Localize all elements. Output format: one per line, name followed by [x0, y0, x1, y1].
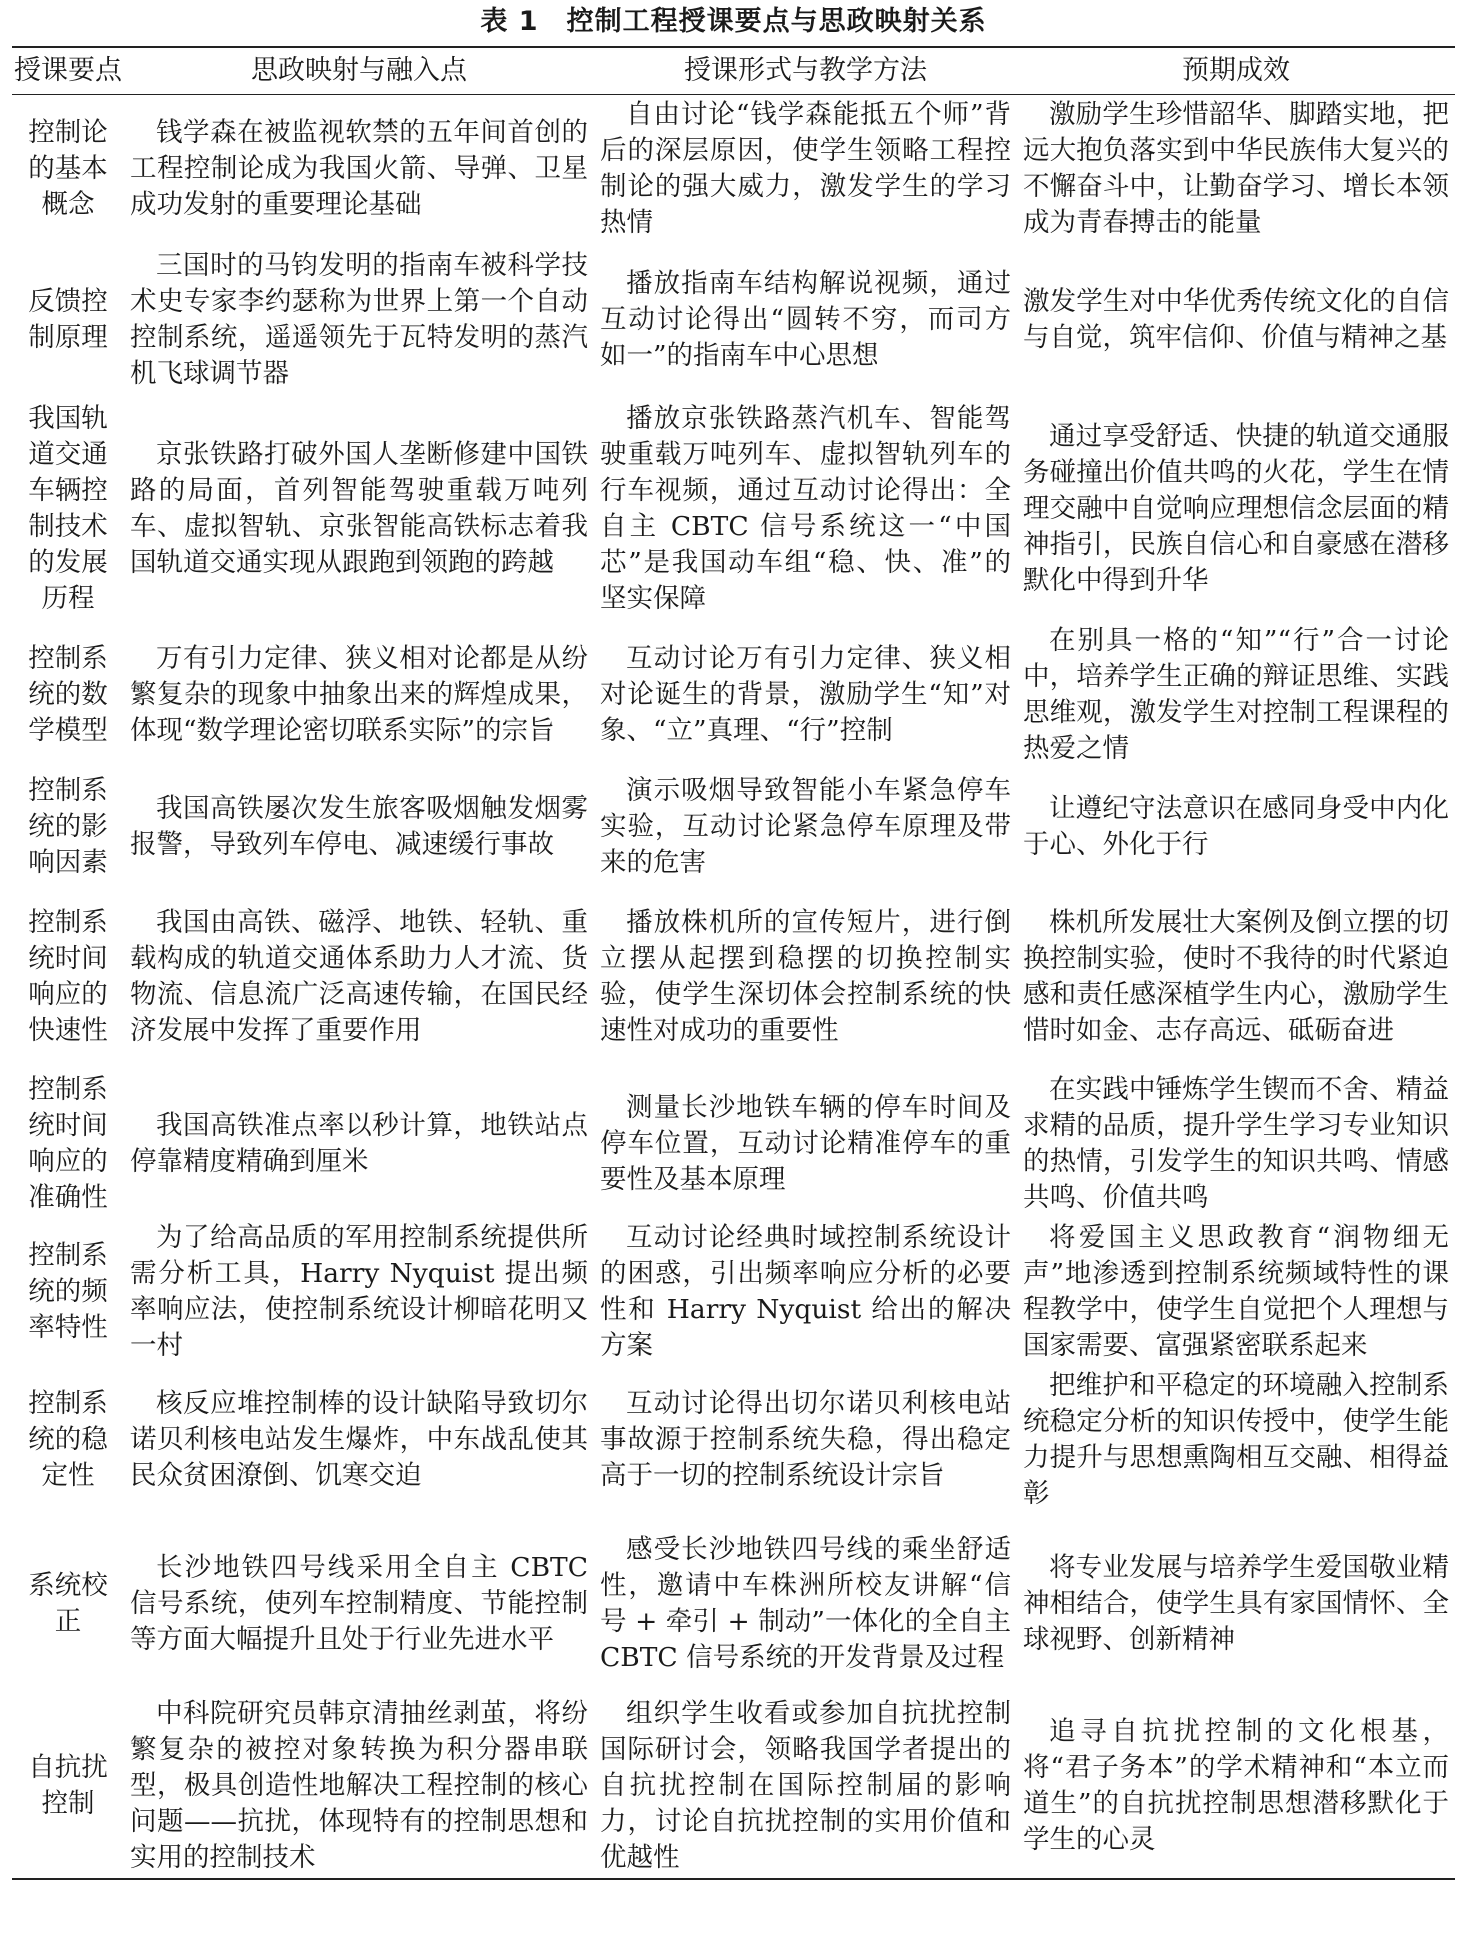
- table-row: [12, 396, 1455, 621]
- teaching-table: [12, 46, 1455, 1880]
- mapping-cell: 中科院研究员韩京清抽丝剥茧，将纷繁复杂的被控对象转换为积分器串联型，极具创造性地解决工程控制的核心问题——抗扰，体现特有的控制思想和实用的控制技术: [130, 1698, 588, 1873]
- mapping-cell: 万有引力定律、狭义相对论都是从纷繁复杂的现象中抽象出来的辉煌成果，体现“数学理论密切联系实际”的宗旨: [130, 643, 588, 746]
- table-row: [12, 884, 1455, 1070]
- method-cell: 感受长沙地铁四号线的乘坐舒适性，邀请中车株洲所校友讲解“信号 + 牵引 + 制动”一体化的全自主 CBTC 信号系统的开发背景及过程: [600, 1534, 1011, 1673]
- method-cell: 互动讨论经典时域控制系统设计的困惑，引出频率响应分析的必要性和 Harry Nyquist 给出的解决方案: [600, 1222, 1011, 1361]
- method-cell: 互动讨论万有引力定律、狭义相对论诞生的背景，激励学生“知”对象、“立”真理、“行”控制: [600, 643, 1011, 746]
- mapping-cell: 为了给高品质的军用控制系统提供所需分析工具，Harry Nyquist 提出频率响应法，使控制系统设计柳暗花明又一村: [130, 1222, 588, 1361]
- method-cell: 互动讨论得出切尔诺贝利核电站事故源于控制系统失稳，得出稳定高于一切的控制系统设计宗旨: [600, 1388, 1011, 1491]
- mapping-cell: 长沙地铁四号线采用全自主 CBTC 信号系统，使列车控制精度、节能控制等方面大幅提升且处于行业先进水平: [130, 1552, 588, 1655]
- topic-cell: 控制系统的稳定性: [28, 1388, 108, 1491]
- topic-cell: 控制系统的数学模型: [28, 643, 108, 746]
- table-row: [12, 621, 1455, 769]
- header-method: 授课形式与教学方法: [594, 47, 1017, 95]
- effect-cell: 通过享受舒适、快捷的轨道交通服务碰撞出价值共鸣的火花，学生在情理交融中自觉响应理想信念层面的精神指引，民族自信心和自豪感在潜移默化中得到升华: [1023, 420, 1449, 596]
- table-row: [12, 1070, 1455, 1218]
- method-cell: 组织学生收看或参加自抗扰控制国际研讨会，领略我国学者提出的自抗扰控制在国际控制届的影响力，讨论自抗扰控制的实用价值和优越性: [600, 1698, 1011, 1873]
- table-row: [12, 769, 1455, 884]
- table-row: [12, 1514, 1455, 1694]
- method-cell: 播放株机所的宣传短片，进行倒立摆从起摆到稳摆的切换控制实验，使学生深切体会控制系统的快速性对成功的重要性: [600, 907, 1011, 1046]
- effect-cell: 株机所发展壮大案例及倒立摆的切换控制实验，使时不我待的时代紧迫感和责任感深植学生内心，激励学生惜时如金、志存高远、砥砺奋进: [1023, 907, 1449, 1046]
- topic-cell: 自抗扰控制: [28, 1752, 108, 1819]
- method-cell: 播放京张铁路蒸汽机车、智能驾驶重载万吨列车、虚拟智轨列车的行车视频，通过互动讨论得出：全自主 CBTC 信号系统这一“中国芯”是我国动车组“稳、快、准”的坚实保障: [600, 402, 1011, 614]
- mapping-cell: 核反应堆控制棒的设计缺陷导致切尔诺贝利核电站发生爆炸，中东战乱使其民众贫困潦倒、饥寒交迫: [130, 1388, 588, 1491]
- table-caption: 表 1 控制工程授课要点与思政映射关系: [480, 6, 987, 37]
- method-cell: 测量长沙地铁车辆的停车时间及停车位置，互动讨论精准停车的重要性及基本原理: [600, 1092, 1011, 1195]
- table-row: [12, 1366, 1455, 1514]
- header-topic: 授课要点: [12, 47, 124, 95]
- effect-cell: 将爱国主义思政教育“润物细无声”地渗透到控制系统频域特性的课程教学中，使学生自觉把个人理想与国家需要、富强紧密联系起来: [1023, 1222, 1449, 1361]
- topic-cell: 我国轨道交通车辆控制技术的发展历程: [28, 402, 108, 614]
- table-row: [12, 1218, 1455, 1366]
- mapping-cell: 三国时的马钧发明的指南车被科学技术史专家李约瑟称为世界上第一个自动控制系统，遥遥领先于瓦特发明的蒸汽机飞球调节器: [130, 249, 588, 389]
- method-cell: 播放指南车结构解说视频，通过互动讨论得出“圆转不穷，而司方如一”的指南车中心思想: [600, 267, 1011, 371]
- effect-cell: 在实践中锤炼学生锲而不舍、精益求精的品质，提升学生学习专业知识的热情，引发学生的知识共鸣、情感共鸣、价值共鸣: [1023, 1074, 1449, 1213]
- table-row: [12, 95, 1455, 244]
- header-row: [12, 47, 1455, 95]
- table-row: [12, 243, 1455, 396]
- mapping-cell: 京张铁路打破外国人垄断修建中国铁路的局面，首列智能驾驶重载万吨列车、虚拟智轨、京张智能高铁标志着我国轨道交通实现从跟跑到领跑的跨越: [130, 438, 588, 578]
- mapping-cell: 我国由高铁、磁浮、地铁、轻轨、重载构成的轨道交通体系助力人才流、货物流、信息流广泛高速传输，在国民经济发展中发挥了重要作用: [130, 907, 588, 1046]
- topic-cell: 控制系统的频率特性: [28, 1240, 108, 1343]
- header-effect: 预期成效: [1017, 47, 1455, 95]
- topic-cell: 控制系统时间响应的准确性: [28, 1074, 108, 1213]
- mapping-cell: 我国高铁屡次发生旅客吸烟触发烟雾报警，导致列车停电、减速缓行事故: [130, 792, 588, 860]
- mapping-cell: 我国高铁准点率以秒计算，地铁站点停靠精度精确到厘米: [130, 1110, 588, 1177]
- topic-cell: 控制系统的影响因素: [28, 774, 108, 878]
- effect-cell: 让遵纪守法意识在感同身受中内化于心、外化于行: [1023, 792, 1449, 860]
- topic-cell: 反馈控制原理: [28, 285, 108, 353]
- table-row: [12, 1694, 1455, 1879]
- effect-cell: 将专业发展与培养学生爱国敬业精神相结合，使学生具有家国情怀、全球视野、创新精神: [1023, 1552, 1449, 1655]
- effect-cell: 激励学生珍惜韶华、脚踏实地，把远大抱负落实到中华民族伟大复兴的不懈奋斗中，让勤奋学习、增长本领成为青春搏击的能量: [1023, 99, 1449, 238]
- mapping-cell: 钱学森在被监视软禁的五年间首创的工程控制论成为我国火箭、导弹、卫星成功发射的重要理论基础: [130, 117, 588, 220]
- effect-cell: 在别具一格的“知”“行”合一讨论中，培养学生正确的辩证思维、实践思维观，激发学生对控制工程课程的热爱之情: [1023, 625, 1449, 764]
- topic-cell: 系统校正: [28, 1570, 108, 1637]
- effect-cell: 追寻自抗扰控制的文化根基，将“君子务本”的学术精神和“本立而道生”的自抗扰控制思想潜移默化于学生的心灵: [1023, 1716, 1449, 1855]
- method-cell: 演示吸烟导致智能小车紧急停车实验，互动讨论紧急停车原理及带来的危害: [600, 774, 1011, 878]
- header-mapping: 思政映射与融入点: [124, 47, 594, 95]
- effect-cell: 激发学生对中华优秀传统文化的自信与自觉，筑牢信仰、价值与精神之基: [1023, 285, 1449, 353]
- method-cell: 自由讨论“钱学森能抵五个师”背后的深层原因，使学生领略工程控制论的强大威力，激发学生的学习热情: [600, 99, 1011, 238]
- effect-cell: 把维护和平稳定的环境融入控制系统稳定分析的知识传授中，使学生能力提升与思想熏陶相互交融、相得益彰: [1023, 1370, 1449, 1509]
- topic-cell: 控制系统时间响应的快速性: [28, 907, 108, 1046]
- topic-cell: 控制论的基本概念: [28, 117, 108, 220]
